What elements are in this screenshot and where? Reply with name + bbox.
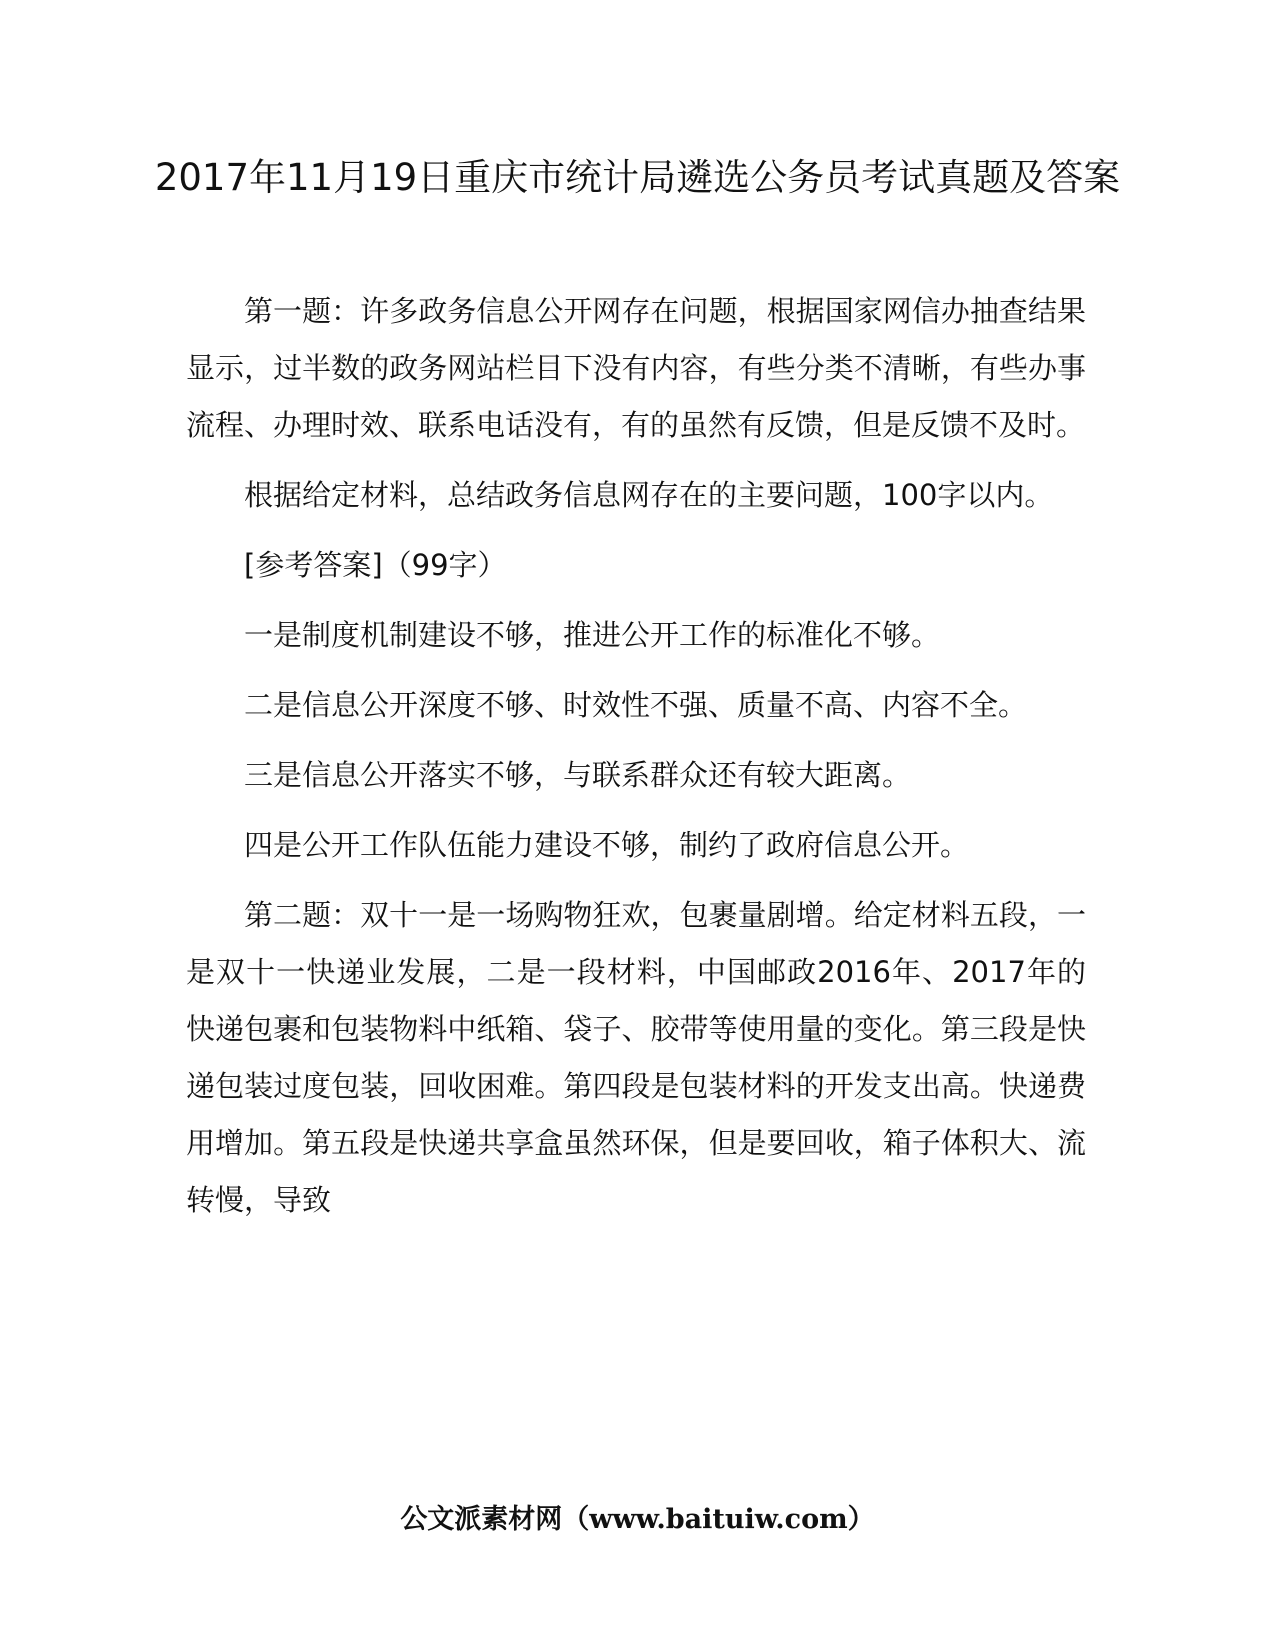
paragraph-reference-answer-heading: [参考答案]（99字） bbox=[244, 548, 507, 582]
paragraph-answer-3: 三是信息公开落实不够，与联系群众还有较大距离。 bbox=[244, 758, 912, 792]
paragraph-answer-2: 二是信息公开深度不够、时效性不强、质量不高、内容不全。 bbox=[244, 688, 1028, 722]
paragraph-question-2: 第二题：双十一是一场购物狂欢，包裹量剧增。给定材料五段，一是双十一快递业发展，二是一段材料，中国邮政2016年、2017年的快递包裹和包装物料中纸箱、袋子、胶带等使用量的变化。第三段是快递包装过度包装，回收困难。第四段是包装材料的开发支出高。快递费用增加。第五段是快递共享盒虽然环保，但是要回收，箱子体积大、流转慢，导致 bbox=[186, 898, 1086, 1217]
paragraph-question-1: 第一题：许多政务信息公开网存在问题，根据国家网信办抽查结果显示，过半数的政务网站栏目下没有内容，有些分类不清晰，有些办事流程、办理时效、联系电话没有，有的虽然有反馈，但是反馈不及时。 bbox=[186, 294, 1086, 442]
paragraph-answer-4: 四是公开工作队伍能力建设不够，制约了政府信息公开。 bbox=[244, 828, 970, 862]
document-title: 2017年11月19日重庆市统计局遴选公务员考试真题及答案 bbox=[154, 156, 1121, 199]
paragraph-answer-1: 一是制度机制建设不够，推进公开工作的标准化不够。 bbox=[244, 618, 941, 652]
page-footer: 公文派素材网（www.baituiw.com） bbox=[400, 1504, 875, 1535]
paragraph-question-1-requirement: 根据给定材料，总结政务信息网存在的主要问题，100字以内。 bbox=[244, 478, 1054, 512]
document-body bbox=[186, 283, 1086, 1242]
